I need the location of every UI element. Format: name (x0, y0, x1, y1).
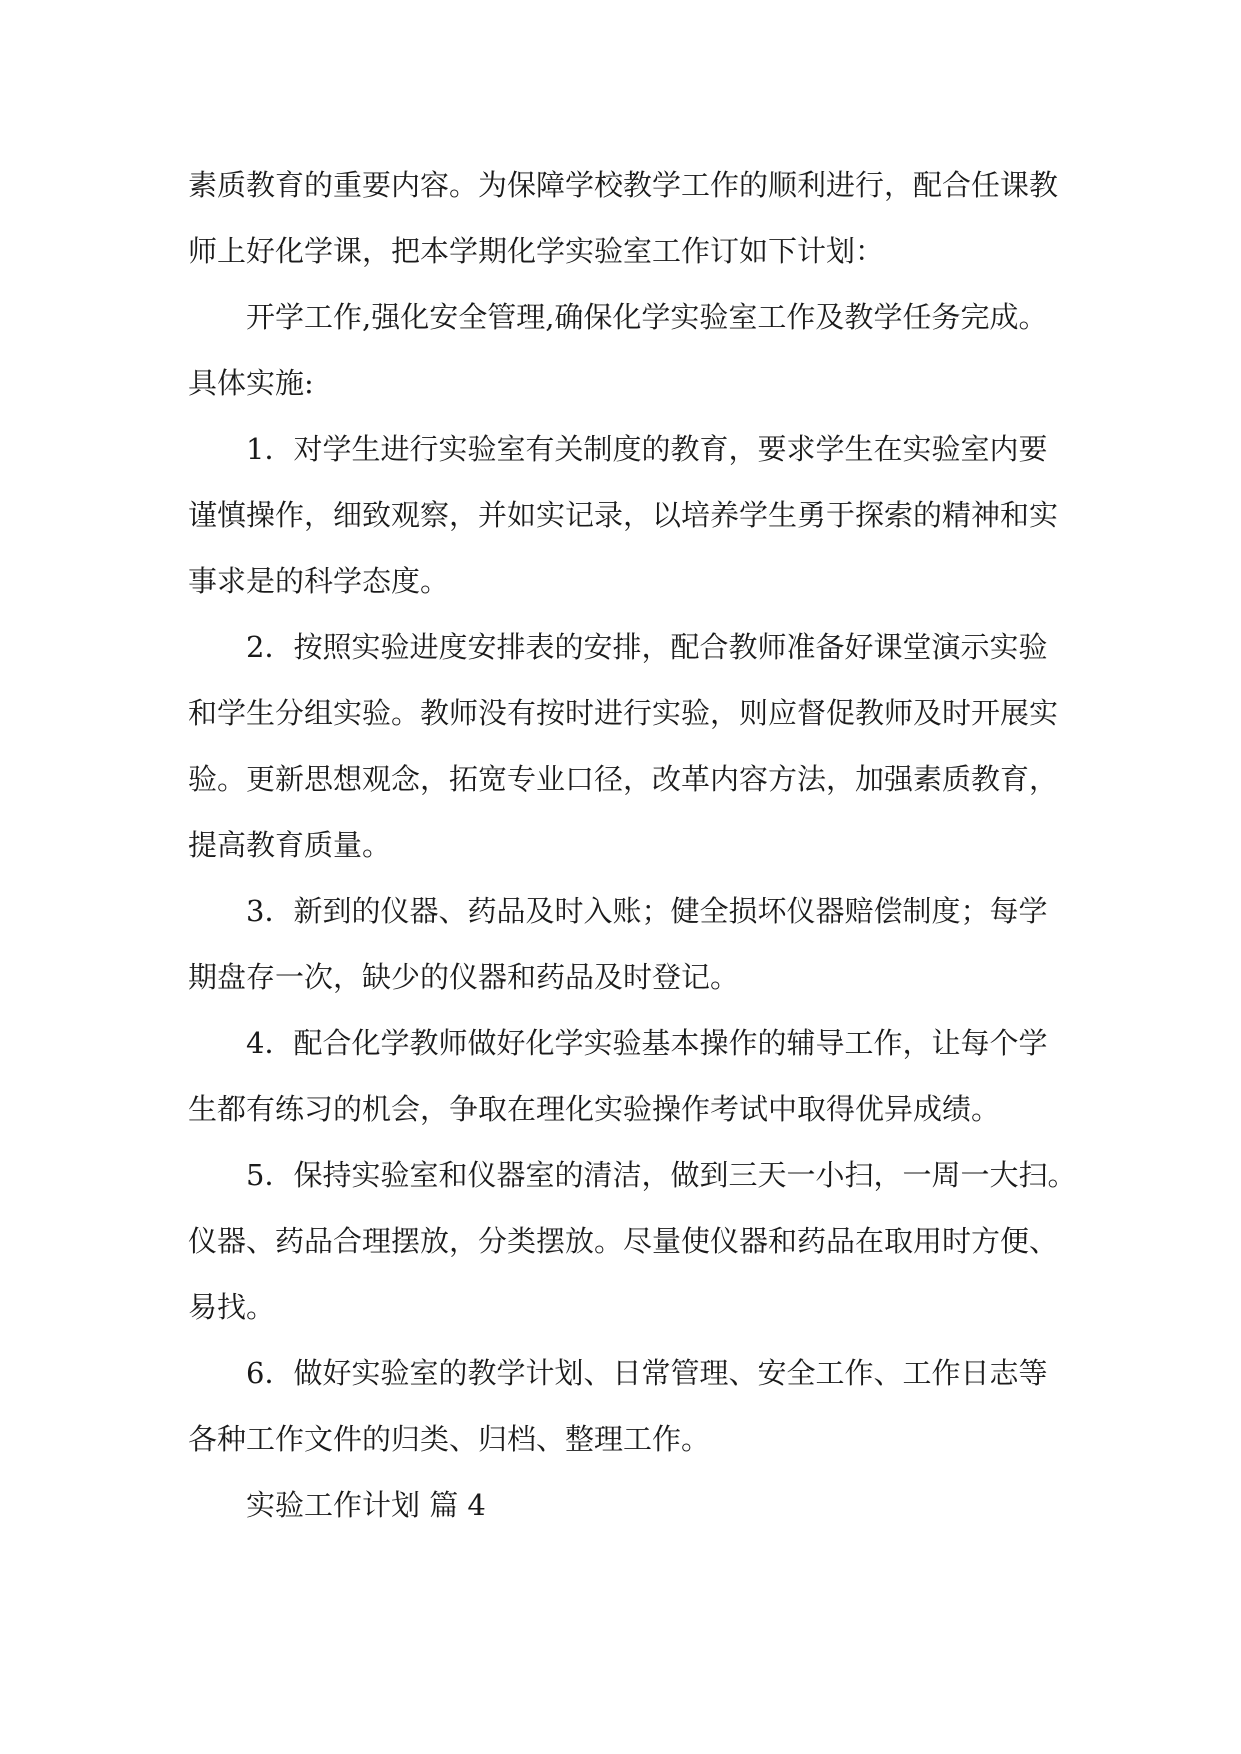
text-line: 仪器、药品合理摆放，分类摆放。尽量使仪器和药品在取用时方便、 (188, 1224, 1059, 1258)
paragraph-item-5 (188, 1142, 1077, 1340)
text-line: 3．新到的仪器、药品及时入账；健全损坏仪器赔偿制度；每学 (246, 894, 1048, 928)
paragraph-item-4 (188, 1010, 1058, 1142)
paragraph-item-6 (188, 1340, 1058, 1472)
paragraph-item-1 (188, 416, 1058, 614)
text-line: 具体实施: (188, 366, 314, 400)
text-line: 5．保持实验室和仪器室的清洁，做到三天一小扫，一周一大扫。 (246, 1158, 1077, 1192)
text-line: 素质教育的重要内容。为保障学校教学工作的顺利进行，配合任课教 (188, 168, 1059, 202)
text-line: 各种工作文件的归类、归档、整理工作。 (188, 1422, 711, 1456)
paragraph-opening (188, 284, 1058, 350)
text-line: 提高教育质量。 (188, 828, 392, 862)
text-line: 6．做好实验室的教学计划、日常管理、安全工作、工作日志等 (246, 1356, 1048, 1390)
text-line: 2．按照实验进度安排表的安排，配合教师准备好课堂演示实验 (246, 630, 1048, 664)
text-line: 师上好化学课，把本学期化学实验室工作订如下计划： (188, 234, 885, 268)
text-line: 开学工作,强化安全管理,确保化学实验室工作及教学任务完成。 (246, 300, 1048, 334)
paragraph-implementation-heading (188, 350, 1058, 416)
text-line: 易找。 (188, 1290, 276, 1324)
text-line: 1．对学生进行实验室有关制度的教育，要求学生在实验室内要 (246, 432, 1048, 466)
document-body (188, 152, 1077, 1538)
text-line: 事求是的科学态度。 (188, 564, 450, 598)
paragraph-item-3 (188, 878, 1058, 1010)
text-line: 谨慎操作，细致观察，并如实记录，以培养学生勇于探索的精神和实 (188, 498, 1059, 532)
document-page (188, 152, 1077, 1538)
text-line: 生都有练习的机会，争取在理化实验操作考试中取得优异成绩。 (188, 1092, 1001, 1126)
paragraph-item-2 (188, 614, 1058, 878)
text-line: 4．配合化学教师做好化学实验基本操作的辅导工作，让每个学 (246, 1026, 1048, 1060)
text-line: 验。更新思想观念，拓宽专业口径，改革内容方法，加强素质教育， (188, 762, 1059, 796)
paragraph-intro (188, 152, 1058, 284)
paragraph-next-section-title (188, 1472, 1058, 1538)
text-line: 期盘存一次，缺少的仪器和药品及时登记。 (188, 960, 740, 994)
text-line: 实验工作计划 篇 4 (246, 1488, 486, 1522)
text-line: 和学生分组实验。教师没有按时进行实验，则应督促教师及时开展实 (188, 696, 1059, 730)
